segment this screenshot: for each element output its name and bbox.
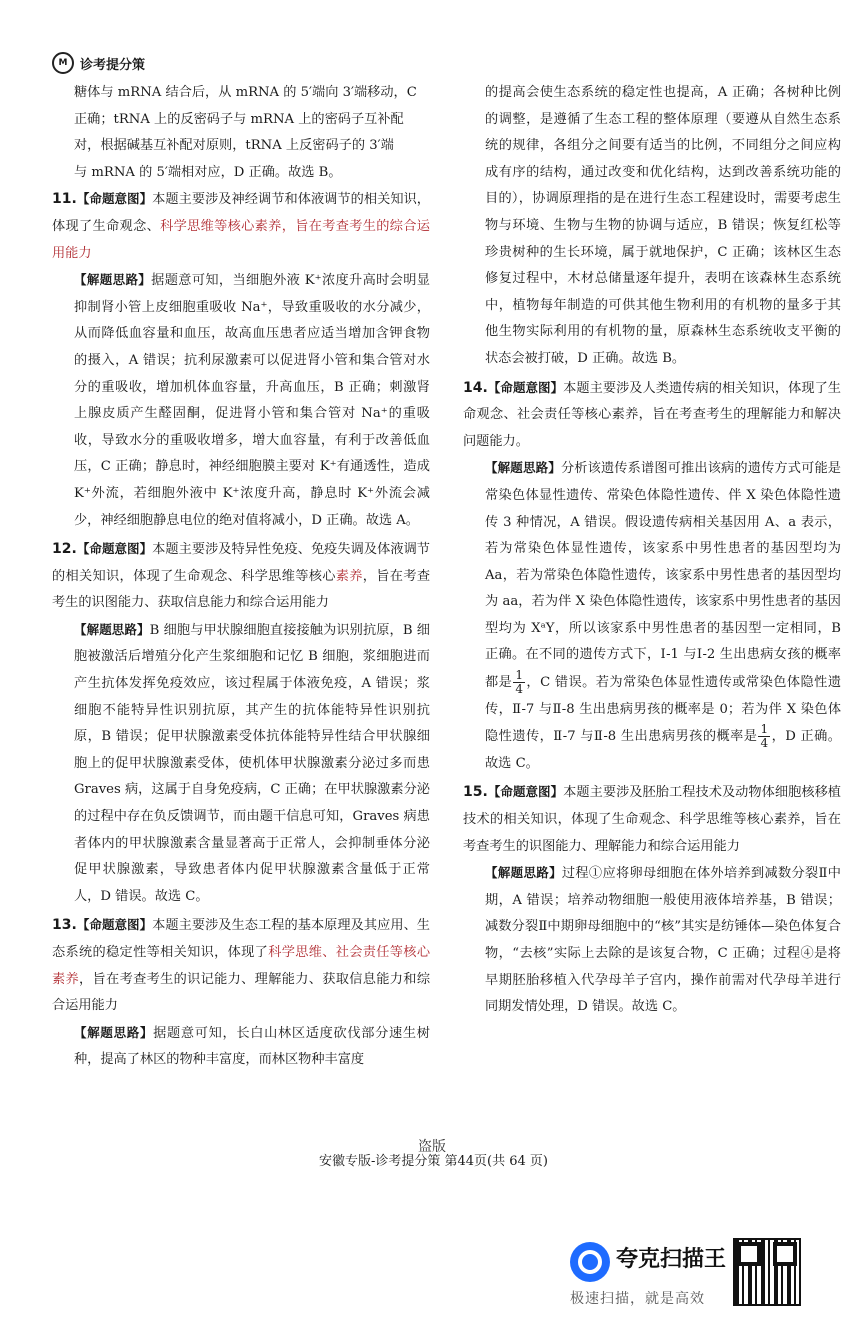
intent-tag: 【命题意图】 (487, 379, 564, 395)
question-12 (52, 536, 430, 910)
idea-tag: 【解题思路】 (485, 460, 561, 476)
fraction-numerator: 1 (760, 722, 769, 737)
question-number: 14. (463, 379, 488, 396)
idea-tag: 【解题思路】 (74, 621, 150, 637)
question-number: 12. (52, 541, 77, 558)
question-number: 15. (463, 784, 488, 801)
scanner-logo-icon (570, 1242, 610, 1282)
intent-tag: 【命题意图】 (76, 541, 153, 557)
idea-text: 分析该遗传系谱图可推出该病的遗传方式可能是常染色体显性遗传、常染色体隐性遗传、伴 X 染色体隐性遗传 3 种情况，A 错误。假设遗传病相关基因用 A、a 表示，若为常染色体显性遗传，该家系中男性患者的基因型均为 Aa，若为常染色体隐性遗传，该家系中男性患者的基因型均为 aa，若为伴 X 染色体隐性遗传，该家系中男性患者的基因型均为 XᵃY，所以该家系中男性患者的基因型一定相同，B 正确。在不同的 (485, 461, 841, 663)
idea-text: D 正确。故选 C。 (485, 729, 841, 771)
fraction-numerator: 1 (515, 668, 523, 683)
idea-tag: 【解题思路】 (74, 1024, 154, 1040)
brand-logo-icon: M (52, 52, 74, 74)
q13-continuation: 的提高会使生态系统的稳定性也提高，A 正确；各树种比例的调整，是遵循了生态工程的整体原理（要遵从自然生态系统的规律，各组分之间要有适当的比例，不同组分之间应构成有序的结构，通过改变和优化结构，达到改善系统功能的目的），协调原理指的是在进行生态工程建设时，需要考虑生物与环境、生物与生物的协调与适应，B 错误；恢复红松等珍贵树种的生长环境，属于就地保护，C 正确；该林区生态修复过程中，木材总储量逐年提升，表明在该森林生态系统中，植物每年制造的可供其他生物利用的有机物的量多于其他生物实际利用的有机物的量，原森林生态系统收支平衡的状态会被打破，D 正确。故选 B。 (485, 85, 841, 366)
question-number: 13. (52, 917, 77, 934)
intro-line: 与 mRNA 的 5′端相对应，D 正确。故选 B。 (74, 164, 342, 180)
intent-tag: 【命题意图】 (76, 917, 153, 933)
qr-code-icon (733, 1238, 801, 1306)
left-column (52, 80, 430, 1076)
page-header (52, 52, 145, 74)
question-11 (52, 186, 430, 534)
fraction (513, 669, 525, 696)
intent-tag: 【命题意图】 (76, 191, 153, 207)
fraction-denominator: 4 (515, 682, 523, 697)
idea-tag: 【解题思路】 (74, 272, 152, 288)
idea-text: B 细胞与甲状腺细胞直接接触为识别抗原，B 细胞被激活后增殖分化产生浆细胞和记忆 B 细胞，浆细胞进而产生抗体发挥免疫效应，该过程属于体液免疫，A 错误；浆细胞不能特异性识别抗原，其产生的抗体能特异性识别抗原，B 错误；促甲状腺激素受体抗体能特异性结合甲状腺细胞上的促甲状腺激素受体，使机体甲状腺激素分泌过多而患 Graves 病，这属于自身免疫病，C 正确；在甲状腺激素分泌的过程中存在负反馈调节，而由题干信息可知，Graves 病患者体内的甲状腺激素含量显著高于正常人，会抑制垂体分泌促甲状腺激素，导致患者体内促甲状腺激素含量低于正常人，D 错误。故选 C。 (74, 622, 430, 904)
idea-text: 遗传方式下，Ⅰ-1 与Ⅰ-2 生出患病女孩的概率都是 (485, 647, 842, 691)
question-number: 11. (52, 191, 77, 208)
intent-tag: 【命题意图】 (487, 784, 564, 800)
question-14 (463, 375, 841, 778)
intent-tail: ，旨在考查考生的识图能力、获取信息能力和综合运用能力 (52, 568, 431, 611)
question-15 (463, 779, 841, 1020)
watermark-stamp: 盗版 (418, 1139, 446, 1155)
intent-text: 本题主要涉及生态工程的基本原理及其应用、生态系统的稳定性等相关知识，体现了 (52, 918, 430, 960)
scanner-subtitle: 极速扫描，就是高效 (570, 1291, 705, 1307)
idea-text: 过程①应将卵母细胞在体外培养到减数分裂Ⅱ中期，A 错误；培养动物细胞一般使用液体培养基，B 错误；减数分裂Ⅱ中期卵母细胞中的“核”其实是纺锤体—染色体复合物，“去核”实际上去除的是该复合物，C 正确；过程④是将早期胚胎移植入代孕母羊子宫内，操作前需对代孕母羊进行同期发情处理，D 错误。故选 C。 (485, 866, 841, 1015)
page-footer: 安徽专版-诊考提分策 第44页(共 64 页) (318, 1154, 549, 1169)
question-13 (52, 912, 430, 1074)
intent-highlight: 科学思维、社会责任等核心素养 (52, 945, 431, 987)
intro-block (52, 80, 430, 186)
idea-tag: 【解题思路】 (485, 865, 562, 881)
idea-text: ， (525, 675, 541, 691)
idea-text: C 错误。若为常染色体显性遗传或常染色体隐性遗传，Ⅱ-7 与Ⅱ-8 生出患病男孩的概率是 0；若为伴 X 染 (485, 675, 842, 717)
idea-text: 色体隐性遗传，Ⅱ-7 与Ⅱ-8 生出患病男孩的概率是 (485, 701, 842, 745)
idea-text: 据题意可知，当细胞外液 K⁺浓度升高时会明显抑制肾小管上皮细胞重吸收 Na⁺，导致重吸收的水分减少，从而降低血容量和血压，故高血压患者应适当增加含钾食物的摄入，A 错误；抗利尿激素可以促进肾小管和集合管对水分的重吸收，增加机体血容量，升高血压，B 正确；刺激肾上腺皮质产生醛固酮，促进肾小管和集合管对 Na⁺的重吸收，导致水分的重吸收增多，增大血容量，有利于改善低血压，C 正确；静息时，神经细胞膜主要对 K⁺有通透性，造成 K⁺外流，若细胞外液中 K⁺浓度升高，静息时 K⁺外流会减少，神经细胞静息电位的绝对值将减小，D 正确。故选 A。 (74, 273, 430, 528)
fraction-denominator: 4 (760, 736, 769, 751)
intent-text: 本题主要涉及人类遗传病的相关知识，体现了生命观念、社会责任等核心素养，旨在考查考生的理解能力和解决问题能力。 (463, 380, 841, 449)
idea-text: 据题意可知，长白山林区适度砍伐部分速生树种，提高了林区的物种丰富度，而林区物种丰富度 (74, 1025, 430, 1068)
right-column (463, 80, 841, 1023)
intent-tail: ，旨在考查考生的识记能力、理解能力、获取信息能力和综合运用能力 (52, 971, 431, 1014)
fraction (758, 723, 770, 750)
scanner-watermark (570, 1238, 810, 1308)
header-title: 诊考提分策 (80, 57, 146, 73)
intent-highlight: 科学思维等核心素养，旨在考查考生的综合运用能力 (52, 218, 430, 261)
intent-text: 本题主要涉及神经调节和体液调节的相关知识，体现了生命观念、 (52, 192, 430, 234)
intent-text: 本题主要涉及胚胎工程技术及动物体细胞核移植技术的相关知识，体现了生命观念、科学思维等核心素养，旨在考查考生的识图能力、理解能力和综合运用能力 (463, 785, 841, 854)
scanner-title: 夸克扫描王 (616, 1247, 727, 1272)
intent-highlight: 素养 (335, 568, 363, 584)
intro-line: 正确；tRNA 上的反密码子与 mRNA 上的密码子互补配 (74, 111, 404, 127)
intent-text: 本题主要涉及特异性免疫、免疫失调及体液调节的相关知识，体现了生命观念、科学思维等核心 (52, 542, 430, 584)
intro-line: 糖体与 mRNA 结合后，从 mRNA 的 5′端向 3′端移动，C (74, 85, 417, 100)
intro-line: 对，根据碱基互补配对原则，tRNA 上反密码子的 3′端 (74, 138, 394, 154)
idea-text: ， (771, 729, 786, 745)
